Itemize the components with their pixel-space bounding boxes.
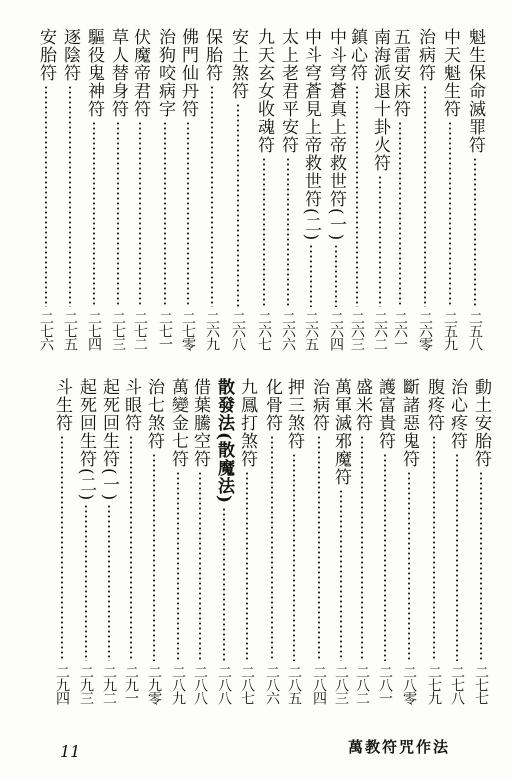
toc-entry-page: 二八八 [216, 665, 232, 704]
dot-leader [130, 435, 132, 661]
toc-entry [439, 28, 461, 350]
toc-entry-page: 二七八 [449, 665, 465, 704]
toc-entry [227, 28, 249, 350]
toc-entry [374, 378, 396, 704]
toc-entry [213, 378, 235, 704]
toc-entry-title: 借葉騰空符 [190, 378, 210, 468]
toc-entry-page: 二九三 [78, 665, 94, 704]
dot-leader [424, 85, 426, 307]
toc-entry-title: 起死回生符(一) [99, 378, 119, 502]
toc-entry-title: 伏魔帝君符 [130, 28, 150, 118]
dot-leader [474, 157, 476, 307]
toc-entry-page: 二六零 [417, 311, 433, 350]
toc-entry-title: 九天玄女收魂符 [254, 28, 274, 154]
toc-entry-title: 斷諸惡鬼符 [399, 378, 419, 468]
toc-entry [261, 378, 283, 704]
dot-leader [153, 453, 155, 661]
dot-leader [246, 471, 248, 661]
dot-leader [223, 507, 225, 661]
toc-entry [369, 28, 391, 350]
dot-leader [164, 121, 166, 307]
dot-leader [45, 85, 47, 307]
dot-leader [480, 471, 482, 661]
toc-entry-title: 腹疼符 [424, 378, 444, 432]
toc-entry [129, 28, 151, 350]
toc-entry-title: 化骨符 [262, 378, 282, 432]
toc-entry [414, 28, 436, 350]
toc-entry-page: 二九一 [123, 665, 139, 704]
toc-entry-title: 太上老君平安符 [278, 28, 298, 154]
toc-entry-page: 二六一 [392, 311, 408, 350]
toc-entry [277, 28, 299, 350]
toc-entry-title: 中斗穹蒼見上帝救世符(二) [301, 28, 321, 242]
toc-entry-title: 護富貴符 [375, 378, 395, 450]
toc-entry-page: 二八一 [377, 665, 393, 704]
dot-leader [93, 121, 95, 307]
dot-leader [108, 504, 110, 661]
dot-leader [199, 471, 201, 661]
toc-entry [464, 28, 486, 350]
toc-entry [308, 378, 330, 704]
dot-leader [379, 175, 381, 307]
dot-leader [187, 121, 189, 307]
toc-entry-title: 萬變金七符 [168, 378, 188, 468]
toc-entry [107, 28, 129, 350]
toc-entry-page: 二八四 [311, 665, 327, 704]
toc-entry-page: 二五八 [467, 311, 483, 350]
dot-leader [318, 435, 320, 661]
toc-entry [253, 28, 275, 350]
toc-entry [389, 28, 411, 350]
toc-entry-page: 二八三 [333, 665, 349, 704]
toc-entry-title: 草人替身符 [108, 28, 128, 118]
dot-leader [449, 121, 451, 307]
toc-entry-title: 驅役鬼神符 [84, 28, 104, 118]
toc-entry-page: 二六二 [372, 311, 388, 350]
toc-entry-page: 二六三 [349, 311, 365, 350]
toc-entry-page: 二八八 [192, 665, 208, 704]
toc-entry-page: 二七六 [38, 311, 54, 350]
toc-entry-title: 南海派退十卦火符 [370, 28, 390, 172]
dot-leader [85, 504, 87, 661]
toc-entry-page: 二七九 [426, 665, 442, 704]
toc-entry-page: 二八零 [401, 665, 417, 704]
toc-entry [201, 28, 223, 350]
toc-entry-page: 二六九 [204, 311, 220, 350]
dot-leader [61, 435, 63, 661]
dot-leader [139, 121, 141, 307]
dot-leader [117, 121, 119, 307]
toc-entry [330, 378, 352, 704]
toc-entry [143, 378, 165, 704]
dot-leader [340, 489, 342, 661]
toc-entry-title: 佛門仙丹符 [178, 28, 198, 118]
toc-entry-page: 二六七 [256, 311, 272, 350]
toc-entry [167, 378, 189, 704]
toc-entry-page: 二五九 [442, 311, 458, 350]
toc-entry-title: 斗眼符 [121, 378, 141, 432]
toc-entry [189, 378, 211, 704]
toc-entry-title: 五雷安床符 [390, 28, 410, 118]
toc-entry-page: 二七七 [473, 665, 489, 704]
toc-entry [75, 378, 97, 704]
toc-entry-title: 治狗咬病字 [155, 28, 175, 118]
toc-entry-title: 魁生保命滅罪符 [465, 28, 485, 154]
toc-entry-page: 二八七 [239, 665, 255, 704]
toc-entry-page: 二六八 [230, 311, 246, 350]
toc-entry [59, 28, 81, 350]
toc-entry [120, 378, 142, 704]
dot-leader [408, 471, 410, 661]
dot-leader [433, 435, 435, 661]
toc-entry [35, 28, 57, 350]
toc-entry-page: 二七一 [157, 311, 173, 350]
toc-entry [154, 28, 176, 350]
dot-leader [293, 453, 295, 661]
toc-entry-title: 治七煞符 [144, 378, 164, 450]
toc-entry-title: 押三煞符 [284, 378, 304, 450]
toc-entry-title: 散發法(散魔法) [214, 378, 234, 505]
toc-entry [98, 378, 120, 704]
toc-entry-page: 二八九 [170, 665, 186, 704]
toc-entry-page: 二八五 [286, 665, 302, 704]
dot-leader [211, 85, 213, 307]
toc-entry-page: 二九四 [54, 665, 70, 704]
dot-leader [287, 157, 289, 307]
toc-entry-title: 安土煞符 [228, 28, 248, 100]
toc-entry-page: 二六四 [328, 311, 344, 350]
toc-entry [51, 378, 73, 704]
toc-entry [325, 28, 347, 350]
toc-entry-page: 二七二 [132, 311, 148, 350]
toc-entry-title: 九鳳打煞符 [237, 378, 257, 468]
toc-entry-page: 二九二 [101, 665, 117, 704]
toc-entry [83, 28, 105, 350]
toc-entry-title: 起死回生符(二) [76, 378, 96, 502]
toc-entry [346, 28, 368, 350]
dot-leader [271, 435, 273, 661]
toc-entry-title: 斗生符 [52, 378, 72, 432]
dot-leader [456, 453, 458, 661]
toc-entry-title: 中斗穹蒼真上帝救世符(一) [326, 28, 346, 242]
toc-entry-title: 治病符 [309, 378, 329, 432]
toc-entry [446, 378, 468, 704]
toc-entry-title: 保胎符 [202, 28, 222, 82]
dot-leader [177, 471, 179, 661]
toc-entry-title: 鎮心符 [347, 28, 367, 82]
toc-entry-page: 二七四 [86, 311, 102, 350]
dot-leader [237, 103, 239, 307]
dot-leader [310, 244, 312, 307]
toc-entry-title: 萬軍滅邪魔符 [331, 378, 351, 486]
dot-leader [263, 157, 265, 307]
toc-entry [398, 378, 420, 704]
toc-entry [470, 378, 492, 704]
toc-entry [300, 28, 322, 350]
toc-entry-page: 二七零 [180, 311, 196, 350]
toc-entry-page: 二九零 [146, 665, 162, 704]
toc-entry [177, 28, 199, 350]
dot-leader [384, 453, 386, 661]
toc-entry-title: 盛米符 [352, 378, 372, 432]
toc-entry [236, 378, 258, 704]
dot-leader [69, 85, 71, 307]
dot-leader [335, 244, 337, 307]
toc-entry [283, 378, 305, 704]
toc-entry [423, 378, 445, 704]
toc-entry-title: 中天魁生符 [440, 28, 460, 118]
page-number: 11 [60, 742, 81, 761]
toc-entry-title: 治心疼符 [447, 378, 467, 450]
dot-leader [399, 121, 401, 307]
toc-entry-page: 二六六 [280, 311, 296, 350]
toc-entry-page: 二八六 [264, 665, 280, 704]
book-title: 萬教符咒作法 [348, 738, 451, 756]
toc-entry-title: 安胎符 [36, 28, 56, 82]
toc-entry-title: 逐陰符 [60, 28, 80, 82]
toc-entry-title: 治病符 [415, 28, 435, 82]
toc-entry-page: 二八二 [354, 665, 370, 704]
toc-entry-title: 動土安胎符 [471, 378, 491, 468]
dot-leader [356, 85, 358, 307]
toc-entry [351, 378, 373, 704]
dot-leader [361, 435, 363, 661]
toc-entry-page: 二七三 [110, 311, 126, 350]
toc-entry-page: 二六五 [303, 311, 319, 350]
toc-entry-page: 二七五 [62, 311, 78, 350]
